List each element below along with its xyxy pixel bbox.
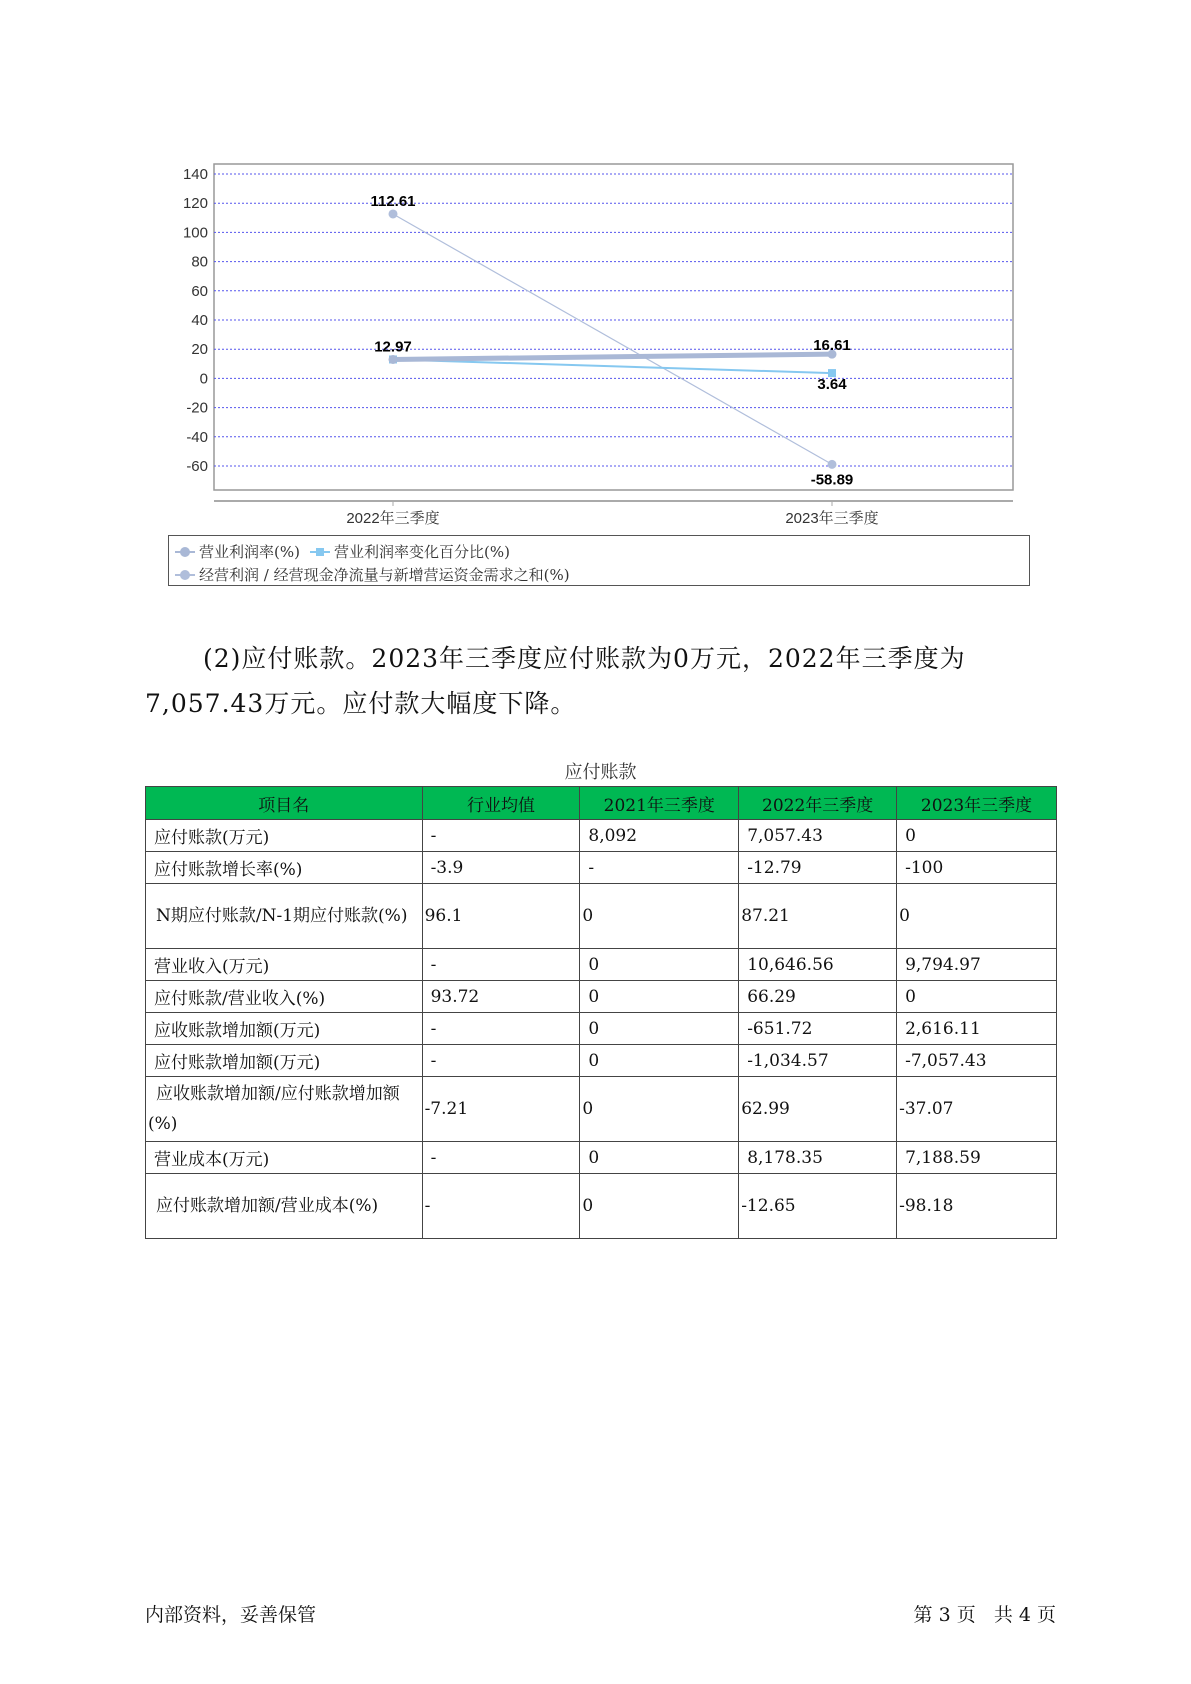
- cell-value: 0: [580, 1142, 739, 1174]
- row-label: 应付账款/营业收入(%): [146, 981, 423, 1013]
- data-point: [389, 355, 398, 364]
- table-row: [146, 1013, 1057, 1045]
- cell-value: 8,178.35: [739, 1142, 897, 1174]
- row-label: 应收账款增加额(万元): [146, 1013, 423, 1045]
- cell-value: -: [422, 1174, 580, 1239]
- data-label: 16.61: [813, 337, 851, 355]
- y-tick-label: 60: [191, 282, 208, 300]
- y-tick-label: -40: [186, 428, 208, 446]
- column-header: 2021年三季度: [580, 787, 739, 820]
- data-point: [389, 209, 398, 218]
- y-tick-label: -60: [186, 458, 208, 475]
- cell-value: -3.9: [422, 852, 580, 884]
- row-label: 营业成本(万元): [146, 1142, 423, 1174]
- y-tick-label: 20: [191, 341, 208, 359]
- row-label: 应收账款增加额/应付账款增加额(%): [146, 1077, 423, 1142]
- table-row: [146, 884, 1057, 949]
- cell-value: -7.21: [422, 1077, 580, 1142]
- table-row: [146, 981, 1057, 1013]
- cell-value: -: [422, 1045, 580, 1077]
- cell-value: 0: [897, 981, 1057, 1013]
- cell-value: 7,188.59: [897, 1142, 1057, 1174]
- table-row: [146, 1174, 1057, 1239]
- column-header: 项目名: [146, 787, 423, 820]
- data-label: 3.64: [817, 376, 847, 394]
- y-tick-label: 100: [182, 224, 208, 242]
- legend-row-1: [175, 541, 510, 562]
- row-label: 应付账款增长率(%): [146, 852, 423, 884]
- cell-value: -: [580, 852, 739, 884]
- cell-value: -100: [897, 852, 1057, 884]
- paragraph-line: (2)应付账款。2023年三季度应付账款为0万元，2022年三季度为: [203, 644, 966, 673]
- cell-value: -37.07: [897, 1077, 1057, 1142]
- row-label: 应付账款(万元): [146, 820, 423, 852]
- row-label: 应付账款增加额/营业成本(%): [146, 1174, 423, 1239]
- chart-legend: [168, 535, 1030, 586]
- cell-value: 0: [897, 884, 1057, 949]
- cell-value: -: [422, 949, 580, 981]
- payables-table: [145, 786, 1057, 1239]
- y-tick-label: -20: [186, 399, 208, 417]
- column-header: 2022年三季度: [739, 787, 897, 820]
- cell-value: 2,616.11: [897, 1013, 1057, 1045]
- cell-value: 87.21: [739, 884, 897, 949]
- legend-label: 经营利润 / 经营现金净流量与新增营运资金需求之和(%): [199, 566, 570, 584]
- body-paragraph: [145, 636, 1057, 726]
- y-tick-label: 140: [182, 166, 208, 183]
- cell-value: 66.29: [739, 981, 897, 1013]
- plot-area: [214, 164, 1013, 490]
- column-header: 2023年三季度: [897, 787, 1057, 820]
- cell-value: 0: [580, 1174, 739, 1239]
- cell-value: 96.1: [422, 884, 580, 949]
- cell-value: -12.79: [739, 852, 897, 884]
- cell-value: 0: [580, 1077, 739, 1142]
- legend-label: 营业利润率变化百分比(%): [333, 543, 510, 561]
- table-row: [146, 1142, 1057, 1174]
- table-row: [146, 820, 1057, 852]
- data-label: 112.61: [370, 192, 416, 210]
- y-tick-label: 0: [199, 370, 208, 388]
- cell-value: -7,057.43: [897, 1045, 1057, 1077]
- cell-value: -: [422, 820, 580, 852]
- table-header-row: [146, 787, 1057, 820]
- y-tick-label: 120: [182, 195, 208, 213]
- x-tick-label: 2022年三季度: [346, 510, 440, 527]
- column-header: 行业均值: [422, 787, 580, 820]
- data-label: 12.97: [374, 338, 412, 356]
- y-tick-label: 80: [191, 253, 208, 271]
- row-label: N期应付账款/N-1期应付账款(%): [146, 884, 423, 949]
- cell-value: 93.72: [422, 981, 580, 1013]
- cell-value: 0: [580, 884, 739, 949]
- footer-page-number: 第 3 页 共 4 页: [913, 1604, 1056, 1626]
- table-row: [146, 1077, 1057, 1142]
- table-row: [146, 852, 1057, 884]
- cell-value: -12.65: [739, 1174, 897, 1239]
- data-label: -58.89: [810, 471, 854, 489]
- cell-value: -: [422, 1142, 580, 1174]
- table-caption: 应付账款: [564, 762, 637, 783]
- row-label: 应付账款增加额(万元): [146, 1045, 423, 1077]
- cell-value: -: [422, 1013, 580, 1045]
- legend-square-marker-icon: [310, 547, 330, 557]
- y-tick-label: 40: [191, 312, 208, 329]
- legend-circle-marker-icon: [175, 547, 195, 557]
- cell-value: 0: [580, 1045, 739, 1077]
- data-point: [828, 460, 837, 469]
- cell-value: 7,057.43: [739, 820, 897, 852]
- legend-row-2: [175, 564, 570, 585]
- cell-value: 8,092: [580, 820, 739, 852]
- line-chart: [0, 0, 1191, 535]
- cell-value: 0: [580, 1013, 739, 1045]
- cell-value: 0: [580, 949, 739, 981]
- cell-value: 9,794.97: [897, 949, 1057, 981]
- cell-value: -651.72: [739, 1013, 897, 1045]
- cell-value: 62.99: [739, 1077, 897, 1142]
- legend-label: 营业利润率(%): [199, 543, 300, 561]
- paragraph-line: 7,057.43万元。应付款大幅度下降。: [145, 689, 577, 718]
- table-row: [146, 1045, 1057, 1077]
- cell-value: -98.18: [897, 1174, 1057, 1239]
- cell-value: 10,646.56: [739, 949, 897, 981]
- legend-circle-marker-icon: [175, 570, 195, 580]
- footer-confidential: 内部资料，妥善保管: [145, 1604, 317, 1626]
- cell-value: -1,034.57: [739, 1045, 897, 1077]
- cell-value: 0: [897, 820, 1057, 852]
- x-tick-label: 2023年三季度: [785, 510, 879, 527]
- row-label: 营业收入(万元): [146, 949, 423, 981]
- table-row: [146, 949, 1057, 981]
- cell-value: 0: [580, 981, 739, 1013]
